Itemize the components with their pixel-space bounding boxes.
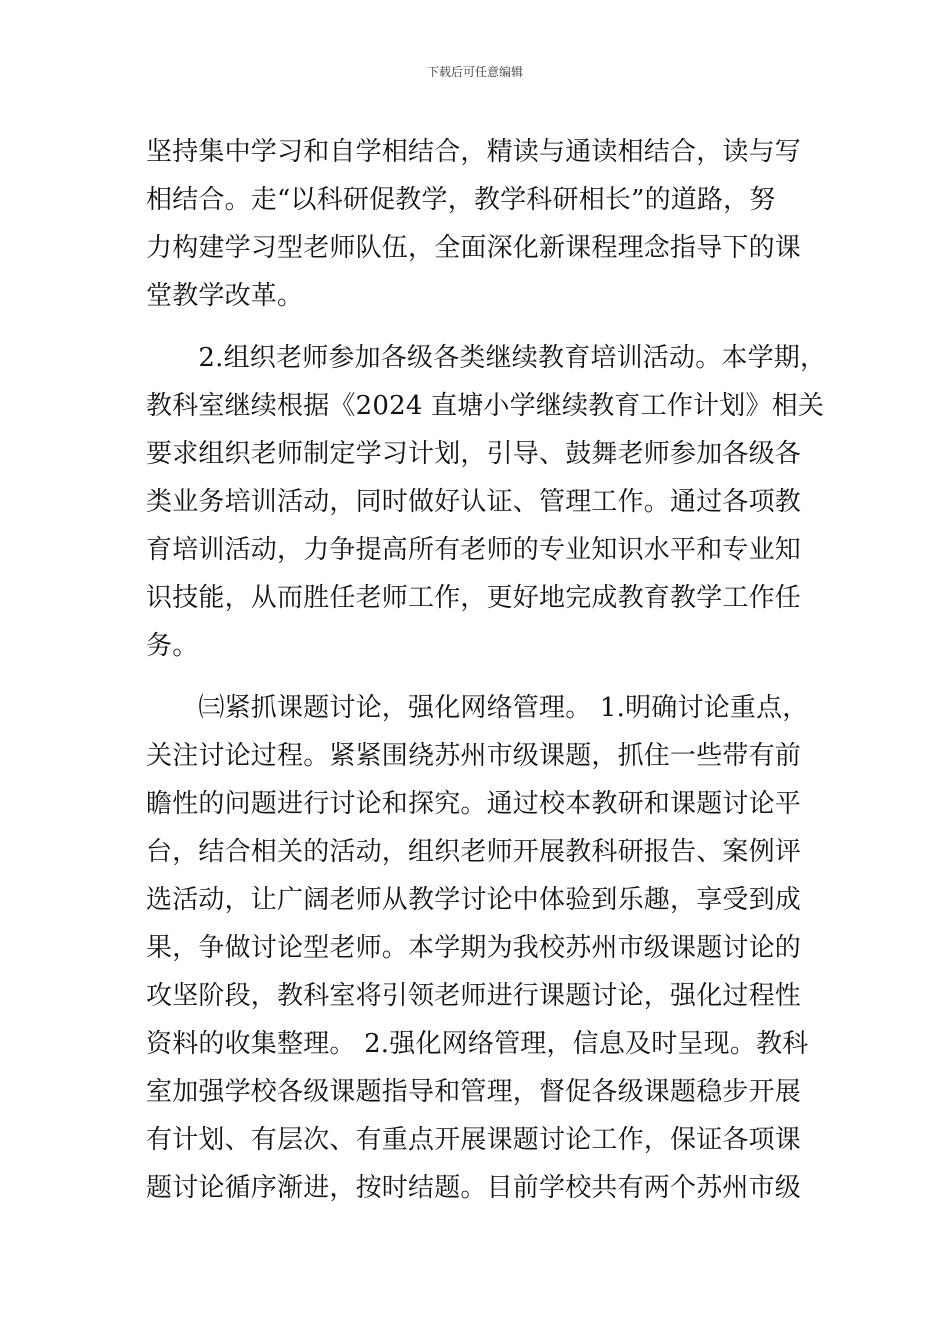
text-line: 教科室继续根据《2024 直塘小学继续教育工作计划》相关 bbox=[146, 391, 825, 421]
text-line: 力构建学习型老师队伍，全面深化新课程理念指导下的课 bbox=[146, 233, 802, 263]
paragraph-1 bbox=[146, 128, 806, 320]
paragraph-gap bbox=[146, 320, 806, 334]
text-line: 识技能，从而胜任老师工作，更好地完成教育教学工作任 bbox=[146, 583, 802, 613]
text-line: 要求组织老师制定学习计划，引导、鼓舞老师参加各级各 bbox=[146, 439, 802, 469]
text-line: 果，争做讨论型老师。本学期为我校苏州市级课题讨论的 bbox=[146, 933, 802, 963]
paragraph-gap bbox=[146, 670, 806, 684]
text-line: 瞻性的问题进行讨论和探究。通过校本教研和课题讨论平 bbox=[146, 789, 802, 819]
text-line: 有计划、有层次、有重点开展课题讨论工作，保证各项课 bbox=[146, 1125, 802, 1155]
document-body bbox=[146, 128, 827, 1212]
text-line: 堂教学改革。 bbox=[146, 281, 304, 311]
text-line: 育培训活动，力争提高所有老师的专业知识水平和专业知 bbox=[146, 535, 802, 565]
text-line: 资料的收集整理。 2.强化网络管理，信息及时呈现。教科 bbox=[146, 1029, 809, 1059]
text-line: 类业务培训活动，同时做好认证、管理工作。通过各项教 bbox=[146, 487, 802, 517]
text-line: 务。 bbox=[146, 631, 199, 661]
text-line: 题讨论循序渐进，按时结题。目前学校共有两个苏州市级 bbox=[146, 1173, 802, 1203]
text-line: 相结合。走“以科研促教学，教学科研相长”的道路，努 bbox=[146, 185, 776, 215]
paragraph-2 bbox=[146, 334, 827, 670]
page-header-note: 下载后可任意编辑 bbox=[426, 65, 523, 79]
text-line: 坚持集中学习和自学相结合，精读与通读相结合，读与写 bbox=[146, 137, 802, 167]
text-line: 关注讨论过程。紧紧围绕苏州市级课题，抓住一些带有前 bbox=[146, 741, 802, 771]
text-line: 攻坚阶段，教科室将引领老师进行课题讨论，强化过程性 bbox=[146, 981, 802, 1011]
text-line: 台，结合相关的活动，组织老师开展教科研报告、案例评 bbox=[146, 837, 802, 867]
text-line: 室加强学校各级课题指导和管理，督促各级课题稳步开展 bbox=[146, 1077, 802, 1107]
text-line: 选活动，让广阔老师从教学讨论中体验到乐趣，享受到成 bbox=[146, 885, 802, 915]
paragraph-3 bbox=[146, 684, 809, 1212]
text-line: ㈢紧抓课题讨论，强化网络管理。 1.明确讨论重点， bbox=[146, 693, 809, 723]
text-line: 2.组织老师参加各级各类继续教育培训活动。本学期， bbox=[146, 343, 827, 373]
